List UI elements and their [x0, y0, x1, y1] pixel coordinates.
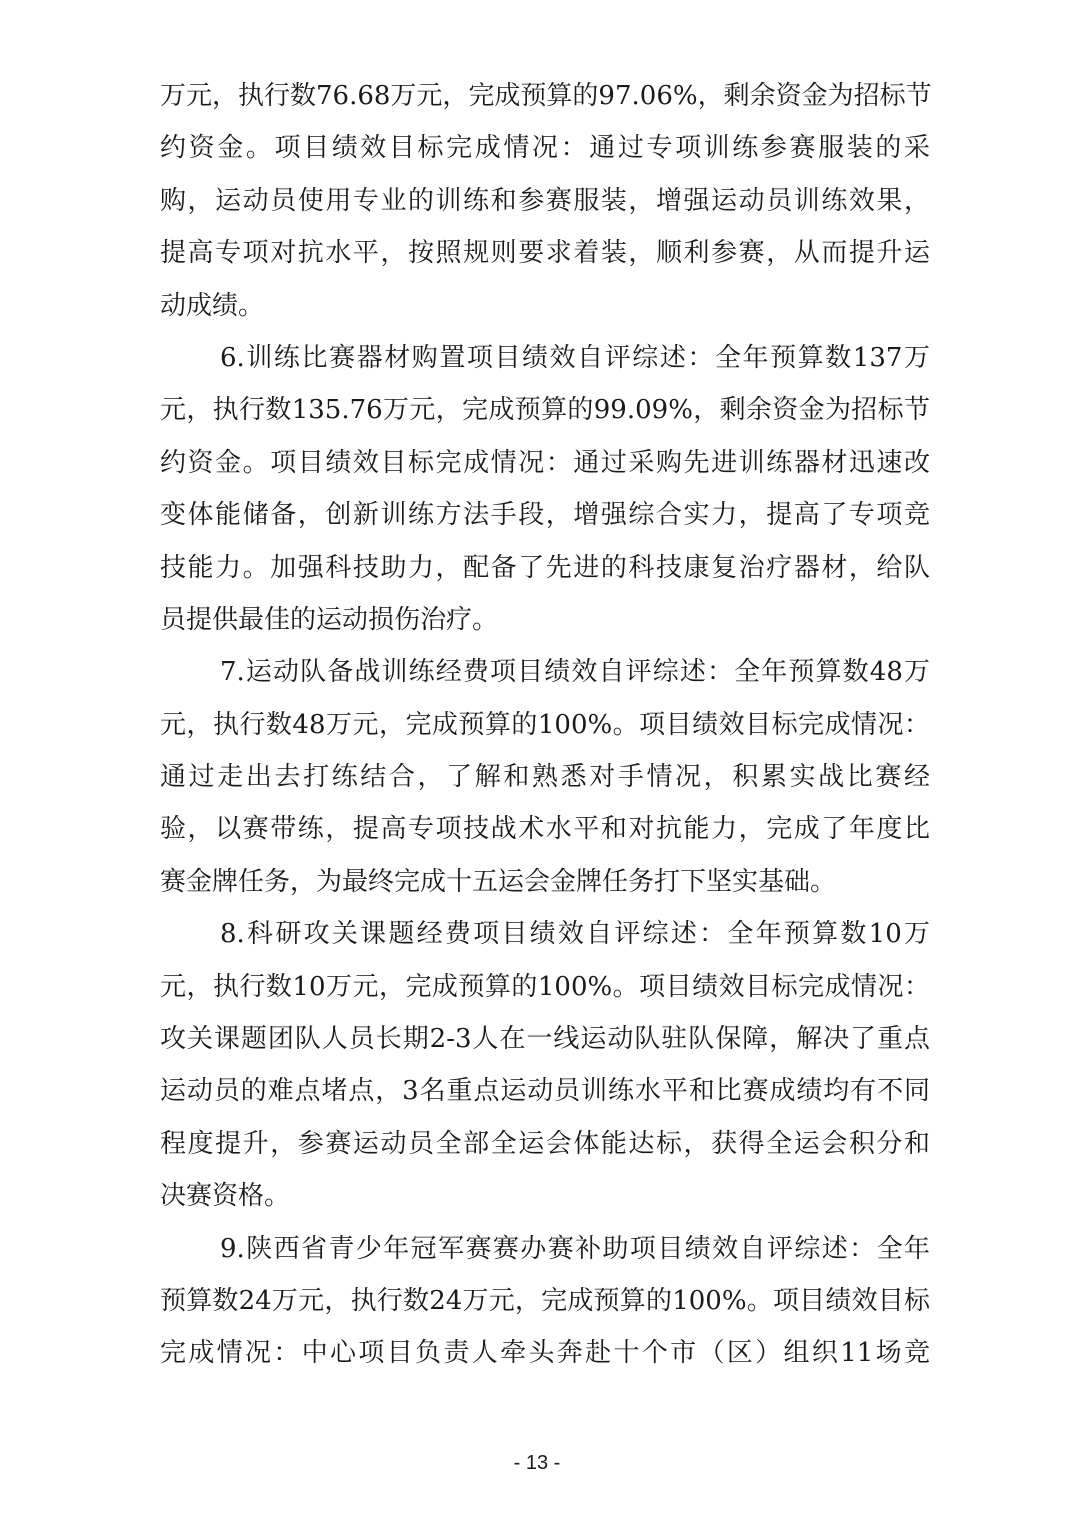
text-line: 员提供最佳的运动损伤治疗。	[160, 604, 499, 635]
text-line: 约资金。项目绩效目标完成情况：通过采购先进训练器材迅速改	[160, 447, 930, 478]
text-line: 通过走出去打练结合，了解和熟悉对手情况，积累实战比赛经	[160, 762, 930, 793]
text-line: 预算数24万元，执行数24万元，完成预算的100%。项目绩效目标	[160, 1285, 930, 1316]
page-number: - 13 -	[513, 1452, 561, 1474]
body-text	[160, 70, 930, 1380]
text-line: 程度提升，参赛运动员全部全运会体能达标，获得全运会积分和	[160, 1128, 930, 1159]
text-line: 运动员的难点堵点，3名重点运动员训练水平和比赛成绩均有不同	[160, 1076, 930, 1107]
text-line: 约资金。项目绩效目标完成情况：通过专项训练参赛服装的采	[160, 133, 930, 164]
text-line: 元，执行数10万元，完成预算的100%。项目绩效目标完成情况：	[160, 971, 930, 1002]
text-line: 万元，执行数76.68万元，完成预算的97.06%，剩余资金为招标节	[160, 81, 932, 111]
text-line: 变体能储备，创新训练方法手段，增强综合实力，提高了专项竞	[160, 500, 930, 531]
text-line: 攻关课题团队人员长期2-3人在一线运动队驻队保障，解决了重点	[160, 1024, 930, 1055]
text-line: 元，执行数48万元，完成预算的100%。项目绩效目标完成情况：	[160, 709, 930, 740]
text-line: 元，执行数135.76万元，完成预算的99.09%，剩余资金为招标节	[160, 395, 930, 426]
text-line: 赛金牌任务，为最终完成十五运会金牌任务打下坚实基础。	[160, 866, 837, 897]
text-line: 完成情况：中心项目负责人牵头奔赴十个市（区）组织11场竞	[160, 1338, 930, 1369]
text-line: 购，运动员使用专业的训练和参赛服装，增强运动员训练效果，	[160, 185, 930, 216]
paragraph-8-heading-line: 8.科研攻关课题经费项目绩效自评综述：全年预算数10万	[220, 919, 930, 950]
text-line: 提高专项对抗水平，按照规则要求着装，顺利参赛，从而提升运	[160, 238, 930, 269]
text-line: 决赛资格。	[160, 1181, 291, 1212]
text-line: 技能力。加强科技助力，配备了先进的科技康复治疗器材，给队	[160, 552, 930, 583]
text-line: 验，以赛带练，提高专项技战术水平和对抗能力，完成了年度比	[160, 814, 930, 845]
paragraph-6-heading-line: 6.训练比赛器材购置项目绩效自评综述：全年预算数137万	[220, 342, 930, 373]
text-line: 动成绩。	[160, 290, 265, 321]
paragraph-7-heading-line: 7.运动队备战训练经费项目绩效自评综述：全年预算数48万	[220, 657, 930, 688]
paragraph-9-heading-line: 9.陕西省青少年冠军赛赛办赛补助项目绩效自评综述：全年	[220, 1233, 930, 1264]
